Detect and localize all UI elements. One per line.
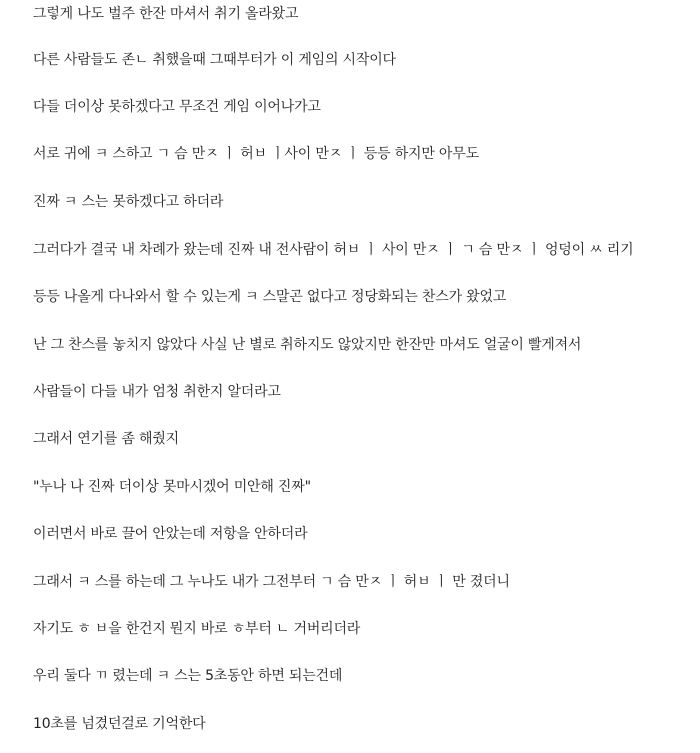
text-line-16: 10초를 넘겼던걸로 기억한다 [33,716,206,732]
text-line-5: 진짜 ㅋ 스는 못하겠다고 하더라 [33,194,224,210]
text-line-15: 우리 둘다 ㄲ 렸는데 ㅋ 스는 5초동안 하면 되는건데 [33,668,343,684]
text-line-9: 사람들이 다들 내가 엄청 취한지 알더라고 [33,384,281,400]
text-line-3: 다들 더이상 못하겠다고 무조건 게임 이어나가고 [33,99,321,115]
text-line-4: 서로 귀에 ㅋ 스하고 ㄱ 슴 만ㅈ ㅣ 허ㅂ ㅣ사이 만ㅈ ㅣ 등등 하지만 아무도 [33,146,479,162]
text-line-13: 그래서 ㅋ 스를 하는데 그 누나도 내가 그전부터 ㄱ 슴 만ㅈ ㅣ 허ㅂ ㅣ 만 졌더니 [33,574,510,590]
text-line-7: 등등 나올게 다나와서 할 수 있는게 ㅋ 스말곤 없다고 정당화되는 찬스가 왔었고 [33,289,507,305]
text-line-8: 난 그 찬스를 놓치지 않았다 사실 난 별로 취하지도 않았지만 한잔만 마셔도 얼굴이 빨게져서 [33,337,582,353]
text-line-11: "누나 나 진짜 더이상 못마시겠어 미안해 진짜" [33,479,311,495]
text-line-14: 자기도 ㅎ ㅂ을 한건지 뭔지 바로 ㅎ부터 ㄴ 거버리더라 [33,621,361,637]
text-line-2: 다른 사람들도 존ㄴ 취했을때 그때부터가 이 게임의 시작이다 [33,52,396,68]
text-line-1: 그렇게 나도 벌주 한잔 마셔서 취기 올라왔고 [33,6,299,22]
text-line-10: 그래서 연기를 좀 해줬지 [33,431,179,447]
text-line-12: 이러면서 바로 끌어 안았는데 저항을 안하더라 [33,526,308,542]
text-line-6: 그러다가 결국 내 차례가 왔는데 진짜 내 전사람이 허ㅂ ㅣ 사이 만ㅈ ㅣ ㄱ 슴 만ㅈ ㅣ 엉덩이 ㅆ 리기 [33,242,634,258]
